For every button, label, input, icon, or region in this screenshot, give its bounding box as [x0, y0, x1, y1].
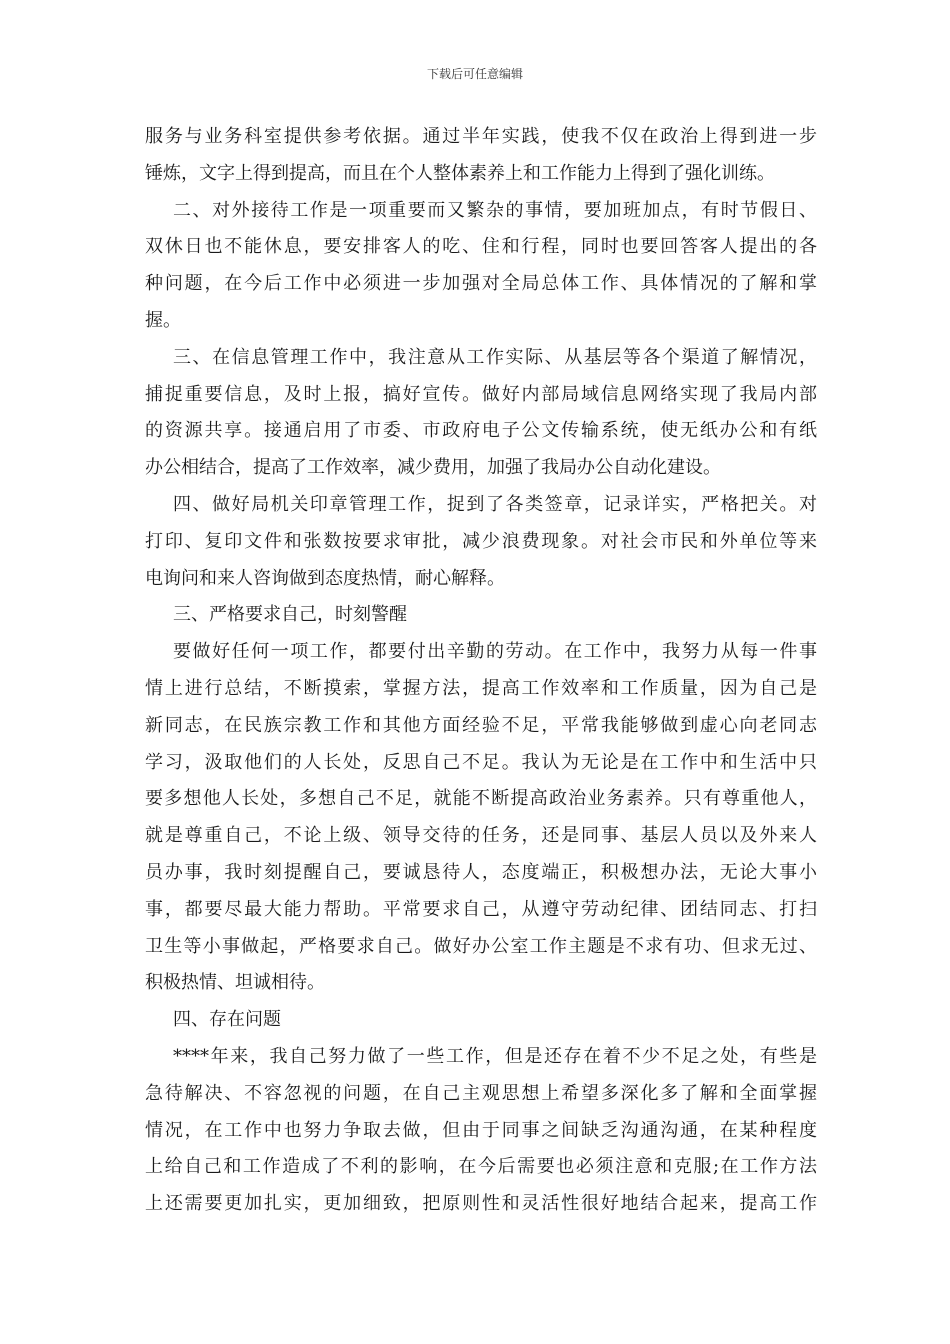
- text-line: 积极热情、坦诚相待。: [145, 972, 325, 994]
- text-line: 要多想他人长处，多想自己不足，就能不断提高政治业务素养。只有尊重他人，: [145, 788, 817, 810]
- text-line: 情况，在工作中也努力争取去做，但由于同事之间缺乏沟通沟通，在某种程度: [145, 1119, 817, 1141]
- text-line: 捕捉重要信息，及时上报，搞好宣传。做好内部局域信息网络实现了我局内部: [145, 383, 817, 405]
- text-line: 上还需要更加扎实，更加细致，把原则性和灵活性很好地结合起来，提高工作: [145, 1193, 817, 1215]
- text-line: 服务与业务科室提供参考依据。通过半年实践，使我不仅在政治上得到进一步: [145, 126, 817, 147]
- text-line: 事，都要尽最大能力帮助。平常要求自己，从遵守劳动纪律、团结同志、打扫: [145, 898, 817, 920]
- text-line: 就是尊重自己，不论上级、领导交待的任务，还是同事、基层人员以及外来人: [145, 825, 817, 847]
- text-line: 握。: [145, 309, 181, 331]
- text-line: 种问题，在今后工作中必须进一步加强对全局总体工作、具体情况的了解和掌: [145, 273, 817, 295]
- text-line: 的资源共享。接通启用了市委、市政府电子公文传输系统，使无纸办公和有纸: [145, 420, 817, 442]
- text-line: 学习，汲取他们的人长处，反思自己不足。我认为无论是在工作中和生活中只: [145, 751, 817, 773]
- text-line: 要做好任何一项工作，都要付出辛勤的劳动。在工作中，我努力从每一件事: [173, 641, 817, 663]
- text-line: 情上进行总结，不断摸索，掌握方法，提高工作效率和工作质量，因为自己是: [145, 677, 817, 699]
- text-line: 双休日也不能休息，要安排客人的吃、住和行程，同时也要回答客人提出的各: [145, 236, 817, 258]
- text-line: 卫生等小事做起，严格要求自己。做好办公室工作主题是不求有功、但求无过、: [145, 935, 817, 957]
- text-line: 三、严格要求自己，时刻警醒: [173, 604, 407, 626]
- text-line: 新同志，在民族宗教工作和其他方面经验不足，平常我能够做到虚心向老同志: [145, 714, 817, 736]
- text-line: 四、做好局机关印章管理工作，捉到了各类签章，记录详实，严格把关。对: [173, 493, 817, 515]
- text-line: 锤炼，文字上得到提高，而且在个人整体素养上和工作能力上得到了强化训练。: [145, 162, 775, 184]
- text-line: 三、在信息管理工作中，我注意从工作实际、从基层等各个渠道了解情况，: [173, 346, 817, 368]
- text-line: ****年来，我自己努力做了一些工作，但是还存在着不少不足之处，有些是: [173, 1045, 817, 1067]
- text-line: 四、存在问题: [173, 1009, 281, 1031]
- text-line: 二、对外接待工作是一项重要而又繁杂的事情，要加班加点，有时节假日、: [173, 199, 817, 221]
- text-line: 电询问和来人咨询做到态度热情，耐心解释。: [145, 567, 505, 589]
- text-line: 打印、复印文件和张数按要求审批，减少浪费现象。对社会市民和外单位等来: [145, 530, 817, 552]
- text-line: 上给自己和工作造成了不利的影响，在今后需要也必须注意和克服;在工作方法: [145, 1156, 817, 1178]
- text-line: 办公相结合，提高了工作效率，减少费用，加强了我局办公自动化建设。: [145, 457, 721, 479]
- document-body: [145, 119, 817, 1223]
- text-line: 员办事，我时刻提醒自己，要诚恳待人，态度端正，积极想办法，无论大事小: [145, 861, 817, 883]
- text-line: 急待解决、不容忽视的问题，在自己主观思想上希望多深化多了解和全面掌握: [145, 1082, 817, 1104]
- page-header-note: 下载后可任意编辑: [426, 67, 523, 81]
